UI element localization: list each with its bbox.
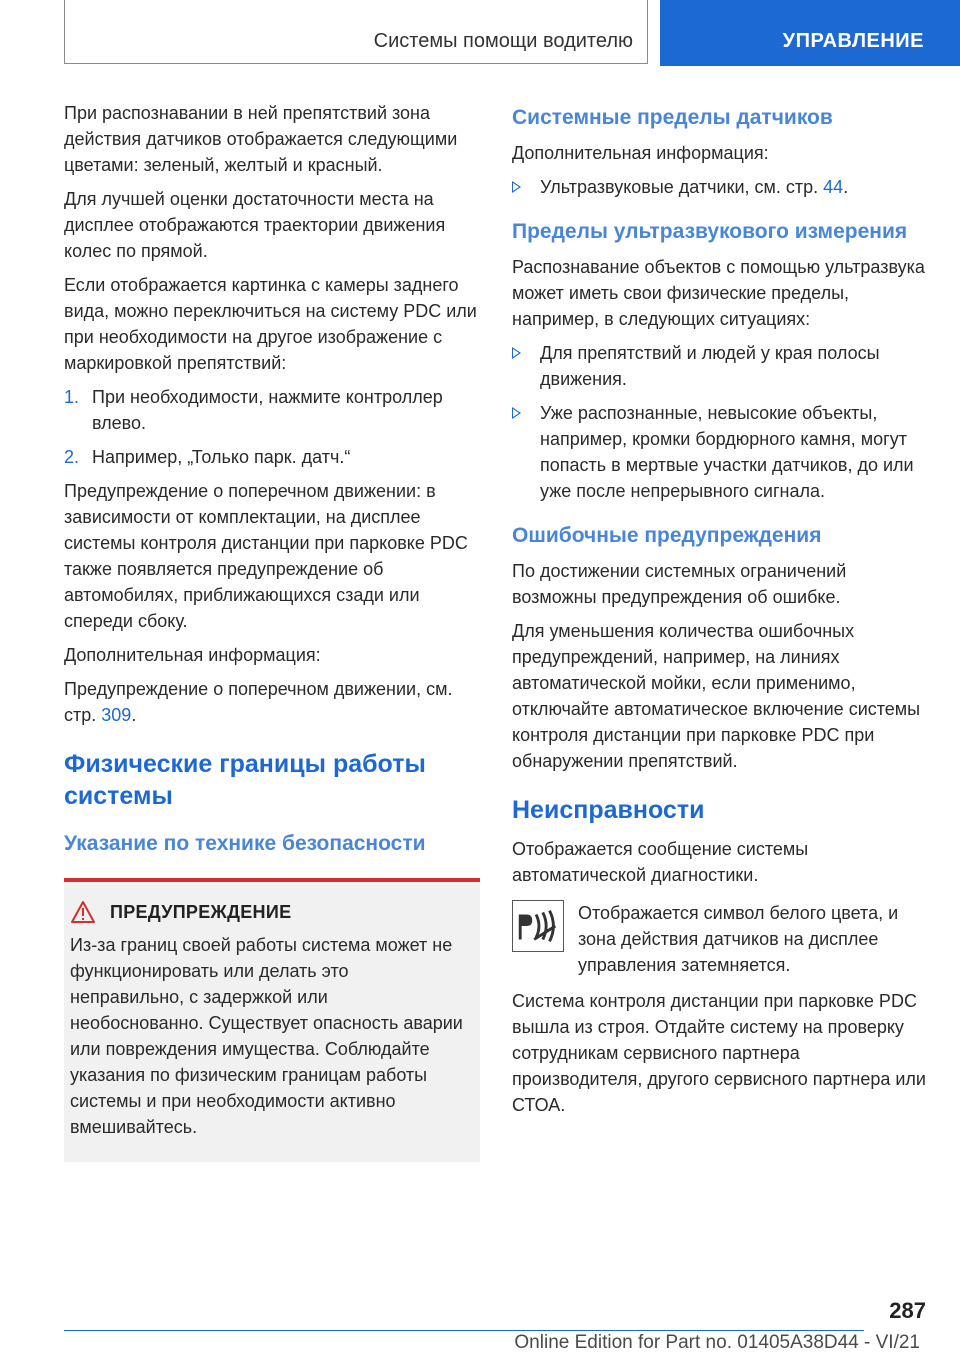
paragraph: Распознавание объектов с помощью ультразвука может иметь свои физические пределы, например, в следующих ситуациях: (512, 257, 925, 329)
page-reference-link[interactable]: 44 (823, 177, 844, 197)
pdc-sensor-icon (512, 900, 564, 952)
page-header (64, 0, 960, 66)
paragraph: Для лучшей оценки достаточности места на дисплее отображаются траектории движения колес по прямой. (64, 189, 446, 261)
section-heading: Неисправности (512, 796, 705, 824)
list-item (512, 340, 932, 392)
list-item (512, 400, 932, 504)
page-reference-link[interactable]: 309 (101, 705, 132, 725)
page-number: 287 (889, 1298, 926, 1323)
step-number: 1. (64, 387, 80, 407)
paragraph-text: Предупреждение о поперечном движении, см. стр. (64, 679, 453, 725)
section-heading: Физические границы работы системы (64, 750, 426, 810)
step-text: Например, „Только парк. датч.“ (92, 447, 351, 467)
paragraph: Предупреждение о поперечном движении: в зависимости от комплектации, на дисплее системы контроля дистанции при парковке PDC также появляется предупреждение об автомобилях, приближающихся сзади или спереди сбоку. (64, 481, 468, 631)
bullet-triangle-icon (512, 347, 521, 359)
step-number: 2. (64, 447, 80, 467)
paragraph: Отображается сообщение системы автоматической диагностики. (512, 839, 809, 885)
bullet-text: Уже распознанные, невысокие объекты, например, кромки бордюрного камня, могут попасть в мертвые участки датчиков, до или уже после непрерывного сигнала. (540, 403, 914, 501)
paragraph: Если отображается картинка с камеры заднего вида, можно переключиться на систему PDC или при необходимости на другое изображение с маркировкой препятствий: (64, 275, 477, 373)
symbol-description: Отображается символ белого цвета, и зона действия датчиков на дисплее управления затемняется. (578, 903, 899, 975)
symbol-row (512, 900, 932, 978)
header-chapter-tab (660, 0, 960, 66)
footer-edition (0, 1332, 920, 1354)
bullet-triangle-icon (512, 407, 521, 419)
warning-text: Из-за границ своей работы система может не функционировать или делать это неправильно, с задержкой или необоснованно. Существует опасность аварии или повреждения имущества. Соблюдайте указания по физическим границам работы системы и при необходимости активно вмешивайтесь. (70, 935, 463, 1137)
bullet-triangle-icon (512, 181, 521, 193)
period: . (131, 705, 137, 725)
header-chapter-title: УПРАВЛЕНИЕ (782, 30, 924, 52)
list-item (64, 444, 480, 470)
paragraph: Система контроля дистанции при парковке PDC вышла из строя. Отдайте систему на проверку сотрудникам сервисного партнера производителя, другого сервисного партнера или СТОА. (512, 991, 926, 1115)
period: . (843, 177, 849, 197)
paragraph-with-link (64, 676, 480, 728)
subsection-heading: Системные пределы датчиков (512, 106, 833, 129)
subsection-heading: Указание по технике безопасности (64, 832, 426, 855)
right-column (512, 100, 932, 1126)
bullet-text: Для препятствий и людей у края полосы движения. (540, 343, 880, 389)
subsection-heading: Пределы ультразвукового измерения (512, 220, 908, 243)
header-section-title: Системы помощи водителю (373, 30, 633, 52)
warning-title: ПРЕДУПРЕЖДЕНИЕ (110, 901, 292, 922)
list-item (64, 384, 480, 436)
paragraph: При распознавании в ней препятствий зона действия датчиков отображается следующими цветами: зеленый, желтый и красный. (64, 103, 458, 175)
paragraph: Для уменьшения количества ошибочных предупреждений, например, на линиях автоматической мойки, если применимо, отключайте автоматическое включение системы контроля дистанции при парковке PDC при обнаружении препятствий. (512, 621, 921, 771)
footer-edition-text: Online Edition for Part no. 01405A38D44 - VI/21 (514, 1332, 920, 1353)
left-column (64, 100, 480, 1162)
header-section-box (64, 0, 648, 64)
step-text: При необходимости, нажмите контроллер влево. (92, 387, 443, 433)
paragraph: По достижении системных ограничений возможны предупреждения об ошибке. (512, 561, 847, 607)
paragraph: Дополнительная информация: (64, 645, 321, 665)
warning-box (64, 878, 480, 1162)
paragraph: Дополнительная информация: (512, 143, 769, 163)
bullet-text: Ультразвуковые датчики, см. стр. (540, 177, 824, 197)
footer-divider (64, 1330, 864, 1331)
warning-triangle-icon (70, 900, 96, 924)
subsection-heading: Ошибочные предупреждения (512, 524, 822, 547)
warning-header (70, 900, 466, 924)
list-item (512, 174, 932, 200)
